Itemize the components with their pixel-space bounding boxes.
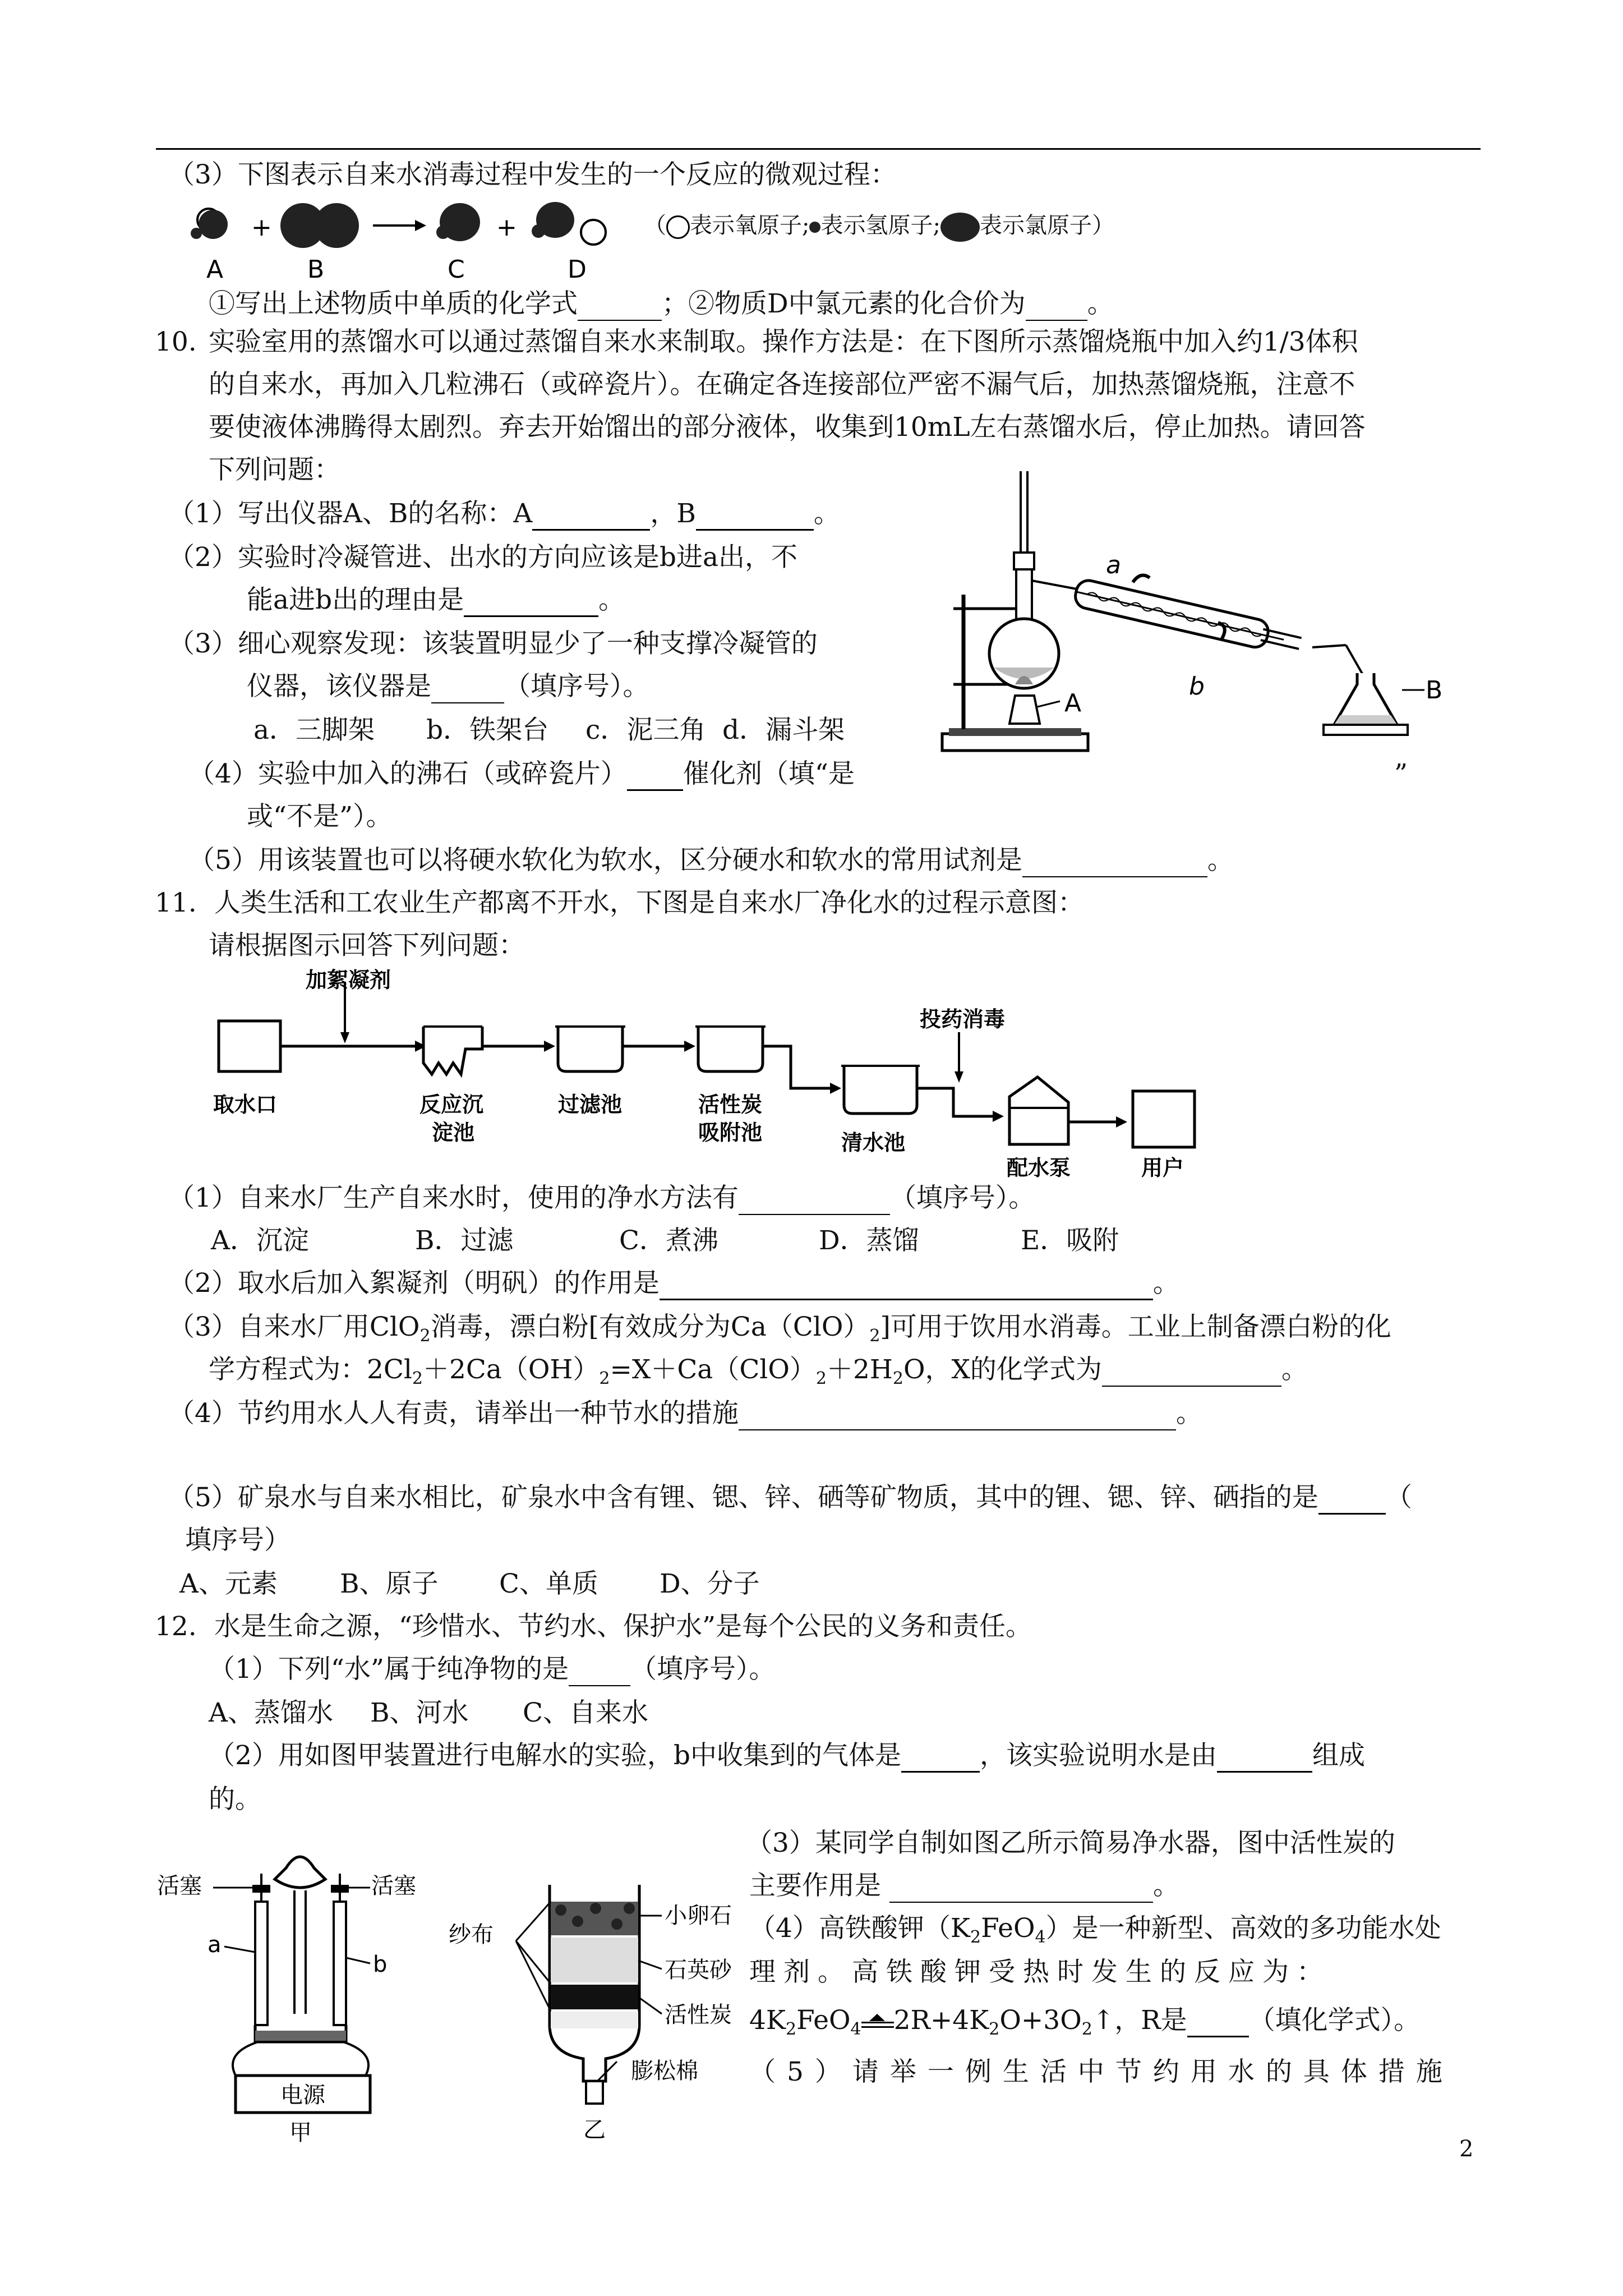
plus-1: + (251, 213, 272, 242)
pebble-layer-label: 小卵石 (665, 1903, 732, 1929)
q10-number: 10. (155, 326, 197, 357)
q12-option-c: C、自来水 (523, 1697, 648, 1728)
power-source-label: 电源 (280, 2082, 325, 2108)
water-purifier-figure (449, 1868, 740, 2148)
flow-label-carbon-2: 吸附池 (698, 1120, 763, 1145)
label-c: C (448, 255, 465, 284)
q11-part2: （2）取水后加入絮凝剂（明矾）的作用是 。 (168, 1267, 1179, 1300)
q11-intro-2: 请根据图示回答下列问题： (209, 930, 525, 961)
q12-option-b: B、河水 (370, 1697, 469, 1728)
label-a: A (206, 255, 224, 284)
flow-label-reaction-1: 反应沉 (419, 1092, 484, 1117)
q10-intro-3: 要使液体沸腾得太剧烈。弃去开始馏出的部分液体，收集到10mL左右蒸馏水后，停止加热。请回答 (209, 412, 1366, 443)
label-b: B (307, 255, 325, 284)
q9-part3-question: ①写出上述物质中单质的化学式 ；②物质D中氯元素的化合价为 。 (209, 287, 1114, 321)
chlorine-atom-icon (940, 213, 980, 242)
q10-part3-a: （3）细心观察发现：该装置明显少了一种支撑冷凝管的 (168, 628, 818, 659)
activated-carbon-layer-label: 活性炭 (665, 2002, 732, 2028)
heat-symbol-icon (861, 2014, 894, 2031)
q11-part5-line1: （5）矿泉水与自来水相比，矿泉水中含有锂、锶、锌、硒等矿物质，其中的锂、锶、锌、硒指的是 （ (168, 1481, 1412, 1515)
q12-part1: （1）下列“水”属于纯净物的是 （填序号）。 (209, 1653, 775, 1686)
q11-part5-option-d: D、分子 (660, 1568, 760, 1599)
flow-label-coagulant: 加絮凝剂 (306, 968, 391, 992)
q10-part4-b: 或“不是”）。 (247, 801, 393, 832)
tube-b-label: b (373, 1952, 388, 1977)
q12-intro: 水是生命之源，“珍惜水、节约水、保护水”是每个公民的义务和责任。 (214, 1611, 1032, 1642)
q11-part3-line1: （3）自来水厂用ClO$_2$消毒，漂白粉[有效成分为$Ca(ClO)_2$]可用于饮用水消毒。工业上制备漂白粉的化 (168, 1312, 1391, 1346)
cotton-layer-label: 膨松棉 (631, 2058, 698, 2084)
electrolysis-apparatus-figure (157, 1834, 449, 2148)
q11-part3-line2: 学方程式为：$2Cl_2+2Ca(OH)_2=X+Ca(ClO)_2+2H_2O$，X的化学式为 。 (209, 1354, 1308, 1388)
q12-part4-line2: 理剂。高铁酸钾受热时发生的反应为： (749, 1957, 1331, 1987)
flow-label-carbon-1: 活性炭 (698, 1092, 763, 1117)
water-outlet-label: a (1106, 551, 1121, 579)
gauze-label: 纱布 (449, 1922, 494, 1948)
apparatus-label-b: B (1426, 676, 1443, 705)
water-treatment-flow-diagram (208, 965, 1217, 1178)
flow-label-reaction-2: 淀池 (432, 1120, 475, 1145)
q11-option-d: D．蒸馏 (819, 1225, 919, 1256)
q10-part4-quote: ” (1394, 758, 1408, 789)
q12-part2-line1: （2）用如图甲装置进行电解水的实验，b中收集到的气体是 ，该实验说明水是由 组成 (209, 1739, 1365, 1773)
label-d: D (568, 255, 587, 284)
water-inlet-label: b (1189, 672, 1205, 701)
q10-part1: （1）写出仪器A、B的名称：A ，B 。 (168, 497, 840, 531)
q12-part3-line1: （3）某同学自制如图乙所示简易净水器，图中活性炭的 (746, 1828, 1395, 1858)
q11-option-c: C．煮沸 (619, 1225, 718, 1256)
molecule-b (280, 203, 359, 248)
molecule-a (191, 209, 228, 239)
flow-label-disinfect: 投药消毒 (920, 1007, 1006, 1032)
quartz-sand-layer-label: 石英砂 (665, 1957, 732, 1983)
figure-jia-caption: 甲 (289, 2120, 312, 2146)
q10-option-a: a．三脚架 (253, 715, 375, 746)
q11-part5-option-a: A、元素 (179, 1568, 278, 1599)
figure-yi-caption: 乙 (583, 2117, 606, 2143)
q10-option-c: c．泥三角 (585, 715, 706, 746)
hydrogen-atom-icon (809, 222, 820, 233)
q10-part2-a: （2）实验时冷凝管进、出水的方向应该是b进a出，不 (168, 542, 798, 573)
q10-part4-a: （4）实验中加入的沸石（或碎瓷片） 催化剂（填“是 (188, 757, 855, 791)
q11-part5-option-c: C、单质 (499, 1568, 598, 1599)
q9-part3: （3）下图表示自来水消毒过程中发生的一个反应的微观过程： (168, 159, 897, 190)
q10-part3-b: 仪器，该仪器是 （填序号）。 (247, 670, 649, 703)
q12-part4-line1: （4）高铁酸钾$(K_2FeO_4)$是一种新型、高效的多功能水处 (749, 1913, 1441, 1947)
q11-intro-1: 人类生活和工农业生产都离不开水，下图是自来水厂净化水的过程示意图： (214, 887, 1084, 918)
distillation-apparatus-figure (920, 460, 1443, 763)
stopcock-right-label: 活塞 (371, 1873, 416, 1899)
q10-intro-1: 实验室用的蒸馏水可以通过蒸馏自来水来制取。操作方法是：在下图所示蒸馏烧瓶中加入约1/3体积 (209, 326, 1358, 357)
q11-number: 11. (155, 887, 197, 918)
q12-part4-line3: $4K_2FeO_4$ $2R+4K_2O+3O_2↑$，R是 （填化学式）。 (749, 2005, 1421, 2039)
q12-part2-line2: 的。 (209, 1784, 261, 1815)
flow-label-pump: 配水泵 (1007, 1156, 1071, 1180)
q12-part3-line2: 主要作用是 。 (749, 1869, 1179, 1903)
q11-option-b: B．过滤 (415, 1225, 514, 1256)
tube-a-label: a (208, 1932, 222, 1958)
q10-option-b: b．铁架台 (426, 715, 549, 746)
q11-part4: （4）节约用水人人有责，请举出一种节水的措施 。 (168, 1397, 1202, 1430)
molecule-legend: （ 表示氧原子; 表示氢原子; 表示氯原子） (644, 209, 1114, 242)
stopcock-left-label: 活塞 (157, 1873, 202, 1899)
flow-label-clear-water: 清水池 (841, 1130, 906, 1155)
q11-option-e: E．吸附 (1021, 1225, 1119, 1256)
header-rule (156, 148, 1481, 150)
flow-label-intake: 取水口 (213, 1092, 278, 1117)
flow-label-user: 用户 (1141, 1156, 1184, 1180)
q11-part1: （1）自来水厂生产自来水时，使用的净水方法有 （填序号）。 (168, 1181, 1035, 1215)
apparatus-label-a: A (1064, 689, 1082, 717)
q12-number: 12. (155, 1611, 197, 1642)
q10-option-d: d．漏斗架 (722, 715, 845, 746)
q12-option-a: A、蒸馏水 (209, 1697, 333, 1728)
molecule-c (436, 203, 480, 241)
page-number: 2 (1459, 2136, 1474, 2162)
q12-part5: （5）请举一例生活中节约用水的具体措施 (749, 2056, 1454, 2087)
q10-intro-2: 的自来水，再加入几粒沸石（或碎瓷片）。在确定各连接部位严密不漏气后，加热蒸馏烧瓶，注意不 (209, 369, 1355, 400)
q10-intro-4: 下列问题： (209, 454, 340, 485)
q11-part5-line2: 填序号） (185, 1525, 291, 1556)
q10-part2-b: 能a进b出的理由是 。 (247, 583, 625, 617)
molecule-d (532, 202, 606, 245)
oxygen-atom-icon (666, 215, 690, 239)
q10-part5: （5）用该装置也可以将硬水软化为软水，区分硬水和软水的常用试剂是 。 (188, 844, 1234, 877)
q11-part5-option-b: B、原子 (340, 1568, 439, 1599)
q11-option-a: A．沉淀 (211, 1225, 309, 1256)
flow-label-filter: 过滤池 (558, 1092, 623, 1117)
plus-2: + (496, 213, 517, 242)
